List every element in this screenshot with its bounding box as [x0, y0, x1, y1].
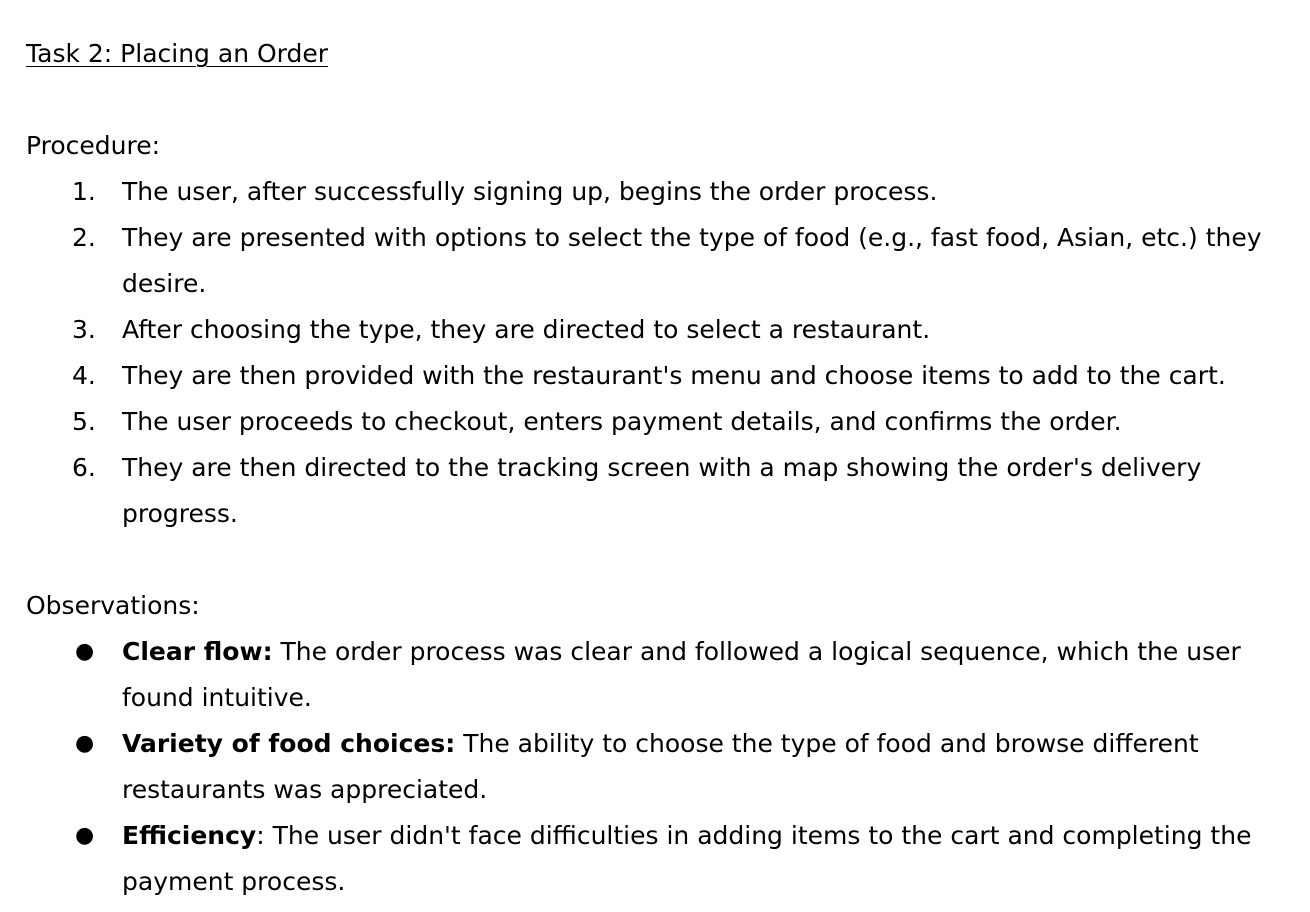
observation-term: Variety of food choices: [122, 729, 456, 758]
step-text: The user, after successfully signing up, begins the order process. [122, 177, 938, 206]
observation-item [26, 721, 1296, 813]
step-text: They are presented with options to select the type of food (e.g., fast food, Asian, etc.) they desire. [122, 223, 1262, 298]
observation-term: Clear flow: [122, 637, 273, 666]
step-number: 5. [72, 407, 96, 436]
step-number: 4. [72, 361, 96, 390]
observations-list [26, 629, 1296, 905]
step-number: 1. [72, 177, 96, 206]
step-text: The user proceeds to checkout, enters payment details, and confirms the order. [122, 407, 1122, 436]
bullet-icon: ● [75, 639, 95, 664]
observation-item [26, 813, 1296, 905]
procedure-step [26, 399, 1296, 445]
observation-text: : The user didn't face difficulties in adding items to the cart and completing the payment process. [122, 821, 1252, 896]
step-text: After choosing the type, they are directed to select a restaurant. [122, 315, 931, 344]
observation-text: The ability to choose the type of food and browse different restaurants was appreciated. [122, 729, 1199, 804]
observation-text: The order process was clear and followed a logical sequence, which the user found intuitive. [122, 637, 1241, 712]
task-title: Task 2: Placing an Order [26, 39, 329, 68]
bullet-icon: ● [75, 731, 95, 756]
procedure-label: Procedure: [26, 131, 161, 160]
observations-label: Observations: [26, 591, 200, 620]
blank-line [26, 77, 1296, 123]
procedure-step [26, 353, 1296, 399]
procedure-list [26, 169, 1296, 537]
step-number: 6. [72, 453, 96, 482]
step-text: They are then directed to the tracking screen with a map showing the order's delivery progress. [122, 453, 1202, 528]
procedure-step [26, 307, 1296, 353]
procedure-step [26, 215, 1296, 307]
document-page [26, 31, 1296, 905]
procedure-step [26, 169, 1296, 215]
bullet-icon: ● [75, 823, 95, 848]
step-text: They are then provided with the restaurant's menu and choose items to add to the cart. [122, 361, 1226, 390]
observation-term: Efficiency [122, 821, 257, 850]
blank-line [26, 537, 1296, 583]
step-number: 2. [72, 223, 96, 252]
step-number: 3. [72, 315, 96, 344]
procedure-step [26, 445, 1296, 537]
observation-item [26, 629, 1296, 721]
